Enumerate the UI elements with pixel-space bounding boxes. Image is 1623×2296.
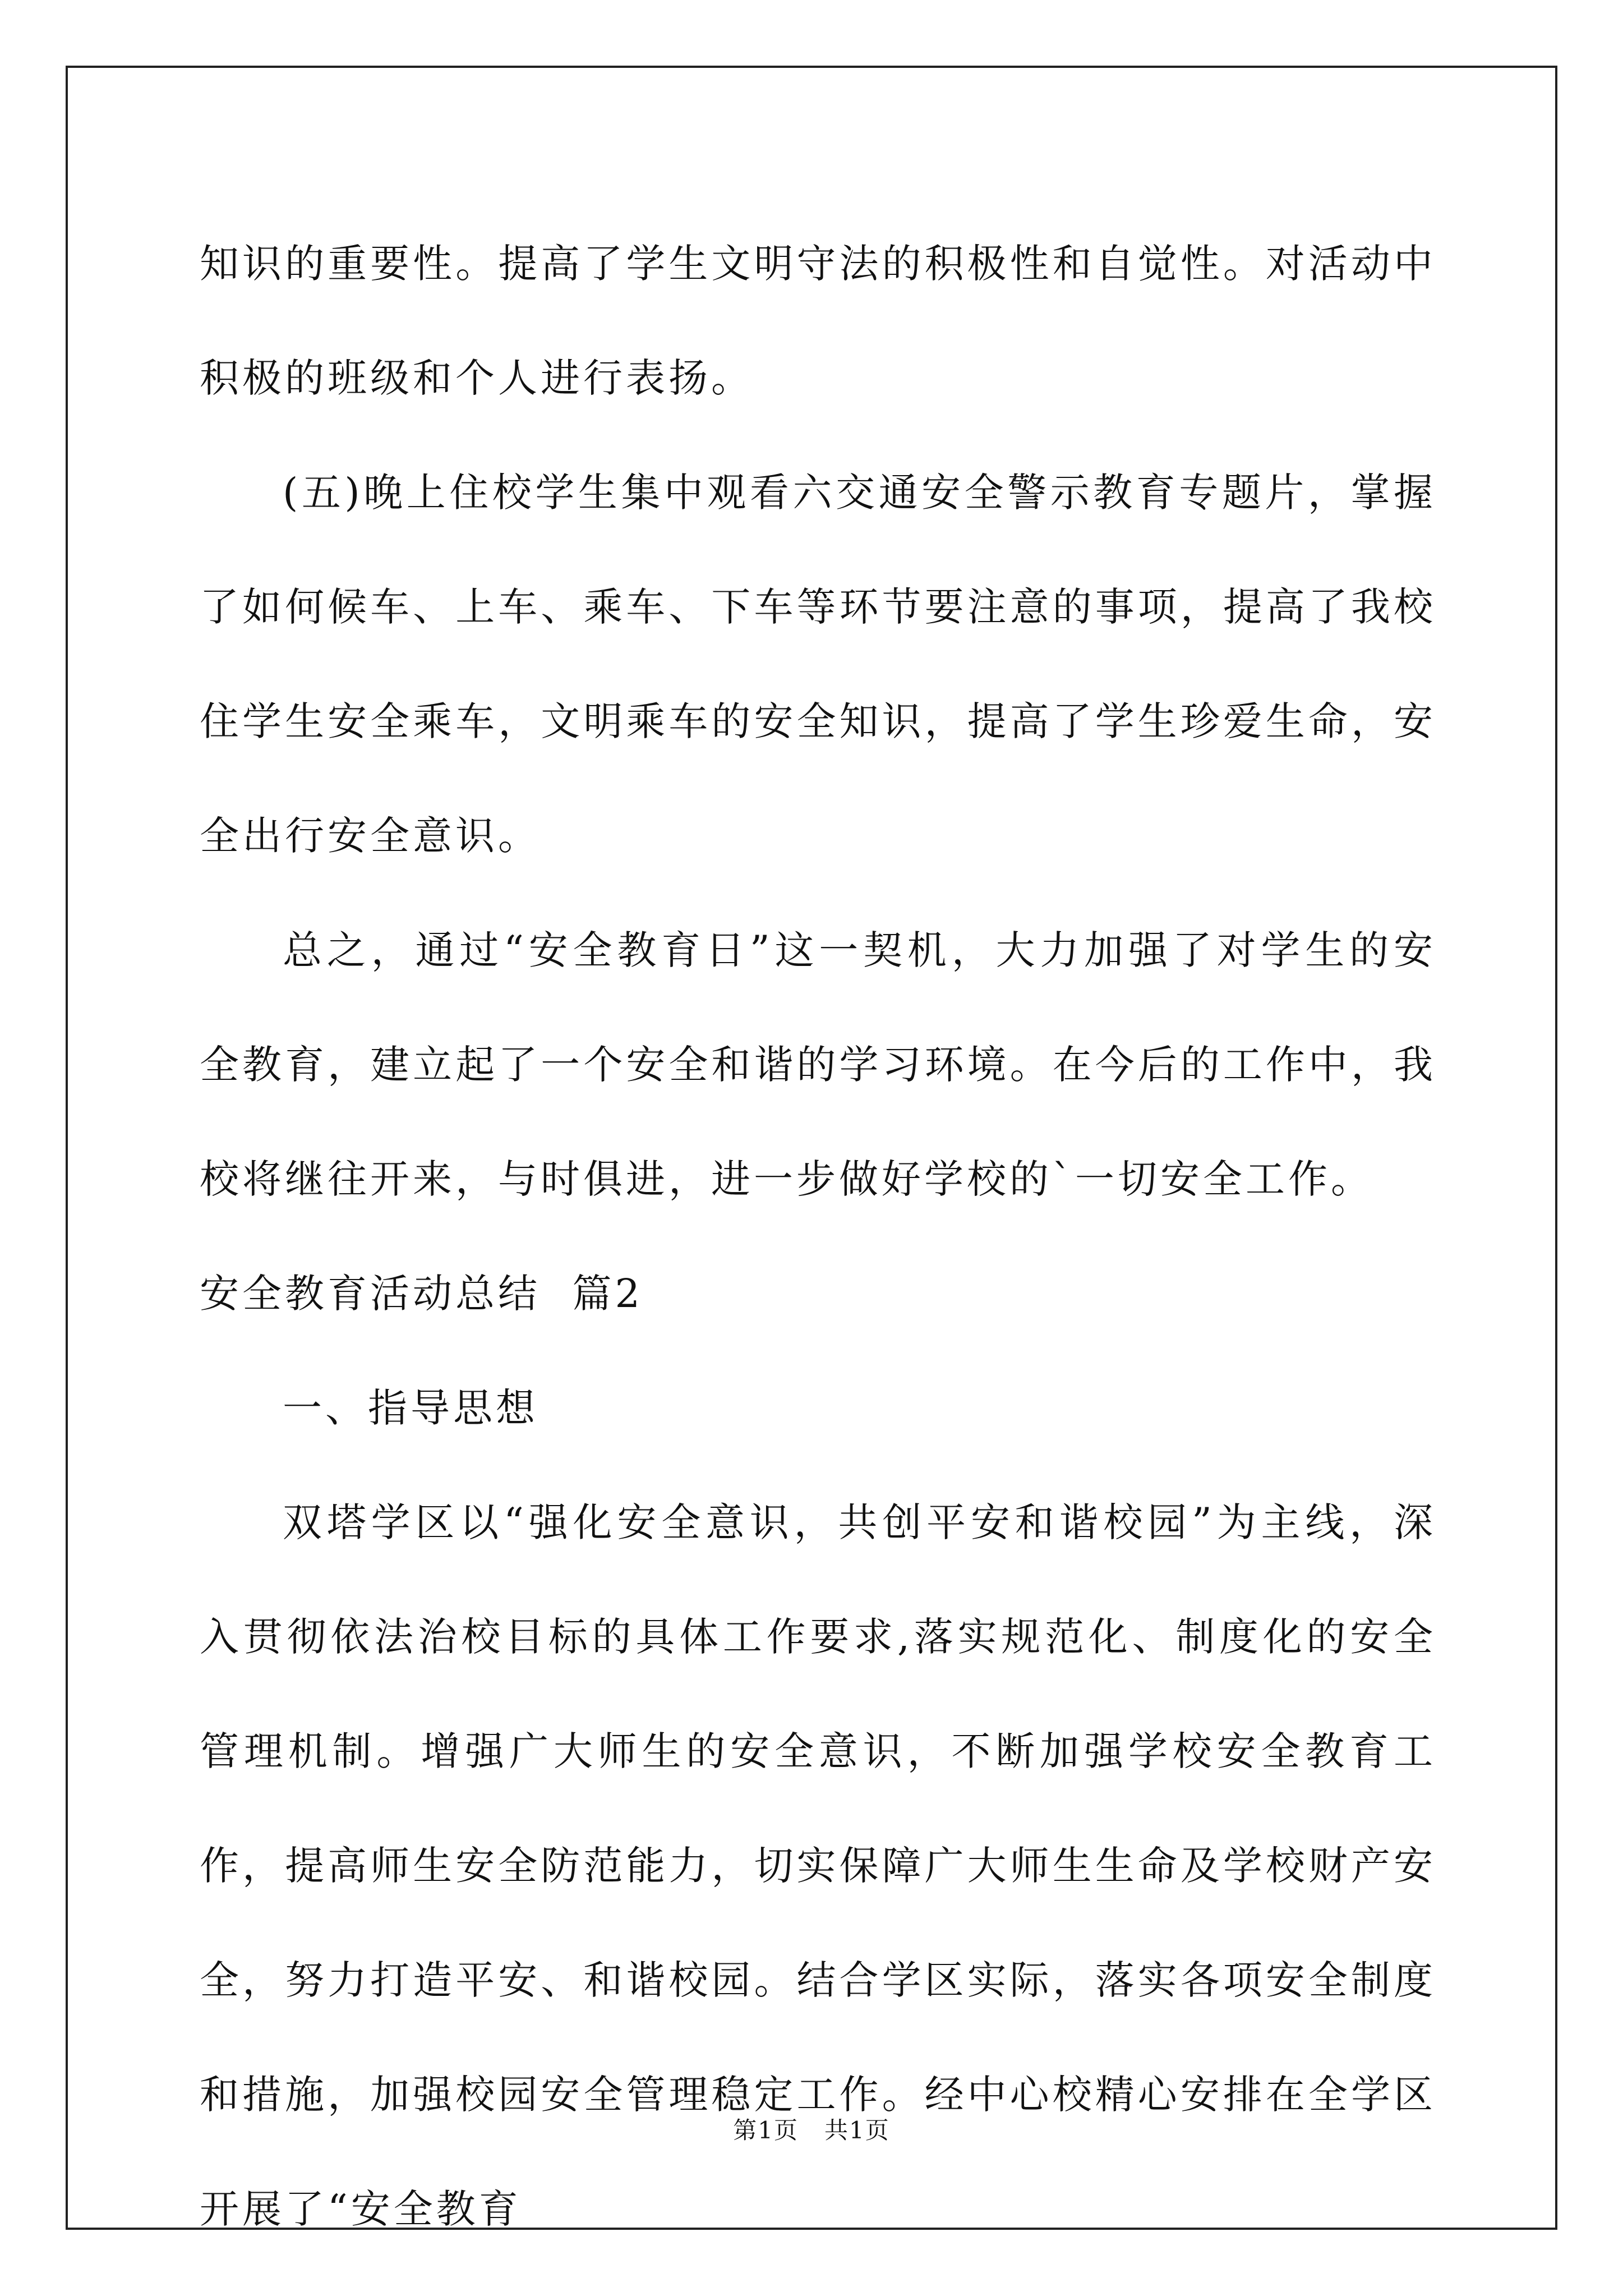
document-body	[200, 206, 1436, 2266]
paragraph-conclusion: 总之，通过“安全教育日”这一契机，大力加强了对学生的安全教育，建立起了一个安全和谐的学习环境。在今后的工作中，我校将继往开来，与时俱进，进一步做好学校的`一切安全工作。	[200, 927, 1436, 1202]
paragraph-guiding-idea: 双塔学区以“强化安全意识，共创平安和谐校园”为主线，深入贯彻依法治校目标的具体工作要求,落实规范化、制度化的安全管理机制。增强广大师生的安全意识，不断加强学校安全教育工作，提高师生安全防范能力，切实保障广大师生生命及学校财产安全，努力打造平安、和谐校园。结合学区实际，落实各项安全制度和措施，加强校园安全管理稳定工作。经中心校精心安排在全学区开展了“安全教育	[200, 1499, 1436, 2232]
paragraph-item-five: (五)晚上住校学生集中观看六交通安全警示教育专题片，掌握了如何候车、上车、乘车、下车等环节要注意的事项，提高了我校住学生安全乘车，文明乘车的安全知识，提高了学生珍爱生命，安全出行安全意识。	[200, 470, 1436, 859]
subsection-heading: 一、指导思想	[283, 1385, 538, 1431]
section-title: 安全教育活动总结 篇2	[200, 1271, 644, 1317]
page-footer: 第1页 共1页	[733, 2116, 890, 2144]
paragraph-continuation: 知识的重要性。提高了学生文明守法的积极性和自觉性。对活动中积极的班级和个人进行表扬。	[200, 241, 1436, 401]
